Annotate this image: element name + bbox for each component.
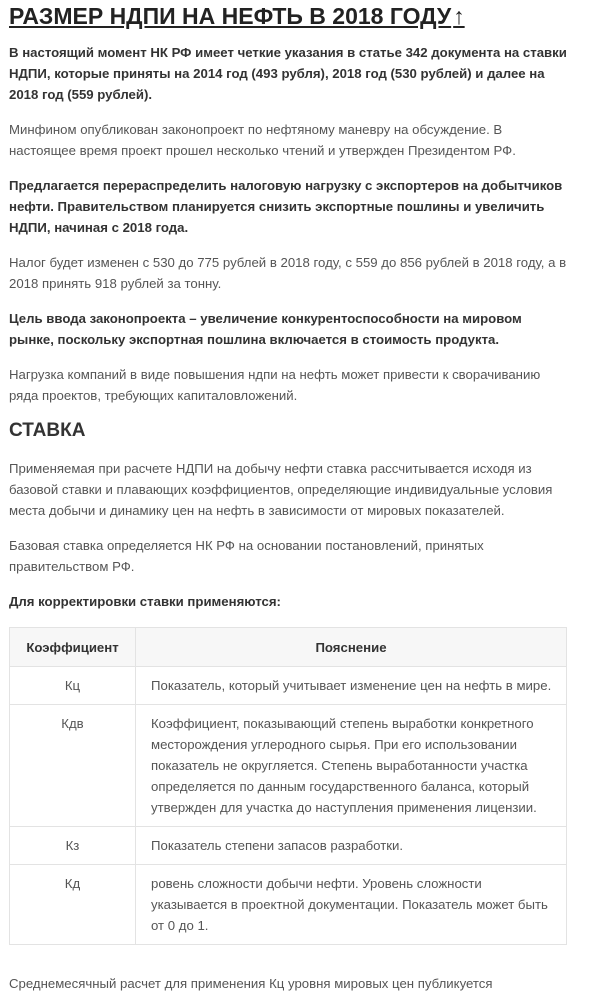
page-title-text: РАЗМЕР НДПИ НА НЕФТЬ В 2018 ГОДУ	[9, 3, 452, 29]
paragraph-goal: Цель ввода законопроекта – увеличение конкурентоспособности на мировом рынке, поскольку экспортная пошлина включается в стоимость продукта.	[9, 311, 522, 347]
table-cell-coefficient: Кц	[10, 667, 136, 705]
table-cell-explanation: Показатель степени запасов разработки.	[136, 827, 567, 865]
table-cell-coefficient: Кдв	[10, 705, 136, 827]
table-cell-explanation: ровень сложности добычи нефти. Уровень сложности указывается в проектной документации. Показатель может быть от 0 до 1.	[136, 865, 567, 945]
back-to-top-link[interactable]: ↑	[453, 3, 465, 29]
table-cell-coefficient: Кд	[10, 865, 136, 945]
table-row	[10, 705, 567, 827]
table-header-row	[10, 628, 567, 667]
paragraph-rate-calc: Применяемая при расчете НДПИ на добычу нефти ставка рассчитывается исходя из базовой ставки и плавающих коэффициентов, определяющие индивидуальные условия места добычи и динамику цен на нефть в зависимости от мировых показателей.	[9, 461, 553, 518]
paragraph-coef-intro: Для корректировки ставки применяются:	[9, 594, 281, 609]
table-row	[10, 865, 567, 945]
table-row	[10, 827, 567, 865]
table-header-explanation: Пояснение	[136, 628, 567, 667]
coefficients-table	[9, 627, 567, 945]
paragraph-tax-change: Налог будет изменен с 530 до 775 рублей в 2018 году, с 559 до 856 рублей в 2018 году, а в 2018 принять 918 рублей за тонну.	[9, 255, 567, 291]
paragraph-average-calc: Среднемесячный расчет для применения Кц уровня мировых цен публикуется	[9, 976, 493, 991]
table-cell-coefficient: Кз	[10, 827, 136, 865]
section-title: СТАВКА	[9, 420, 86, 441]
paragraph-base-rate: Базовая ставка определяется НК РФ на основании постановлений, принятых правительством РФ.	[9, 538, 484, 574]
table-cell-explanation: Коэффициент, показывающий степень выработки конкретного месторождения углеродного сырья. При его использовании показатель не округляется. Степень выработанности участка определяется по данным государственного баланса, который утвержден для участка до наступления применения лицензии.	[136, 705, 567, 827]
table-row	[10, 667, 567, 705]
paragraph-rates: В настоящий момент НК РФ имеет четкие указания в статье 342 документа на ставки НДПИ, которые приняты на 2014 год (493 рубля), 2018 год (530 рублей) и далее на 2018 год (559 рублей).	[9, 45, 567, 102]
table-cell-explanation: Показатель, который учитывает изменение цен на нефть в мире.	[136, 667, 567, 705]
table-header-coefficient: Коэффициент	[10, 628, 136, 667]
paragraph-burden: Нагрузка компаний в виде повышения ндпи на нефть может привести к сворачиванию ряда проектов, требующих капиталовложений.	[9, 367, 541, 403]
paragraph-bill: Минфином опубликован законопроект по нефтяному маневру на обсуждение. В настоящее время проект прошел несколько чтений и утвержден Президентом РФ.	[9, 122, 516, 158]
paragraph-redistribution: Предлагается перераспределить налоговую нагрузку с экспортеров на добытчиков нефти. Правительством планируется снизить экспортные пошлины и увеличить НДПИ, начиная с 2018 года.	[9, 178, 563, 235]
page-title	[9, 0, 569, 30]
